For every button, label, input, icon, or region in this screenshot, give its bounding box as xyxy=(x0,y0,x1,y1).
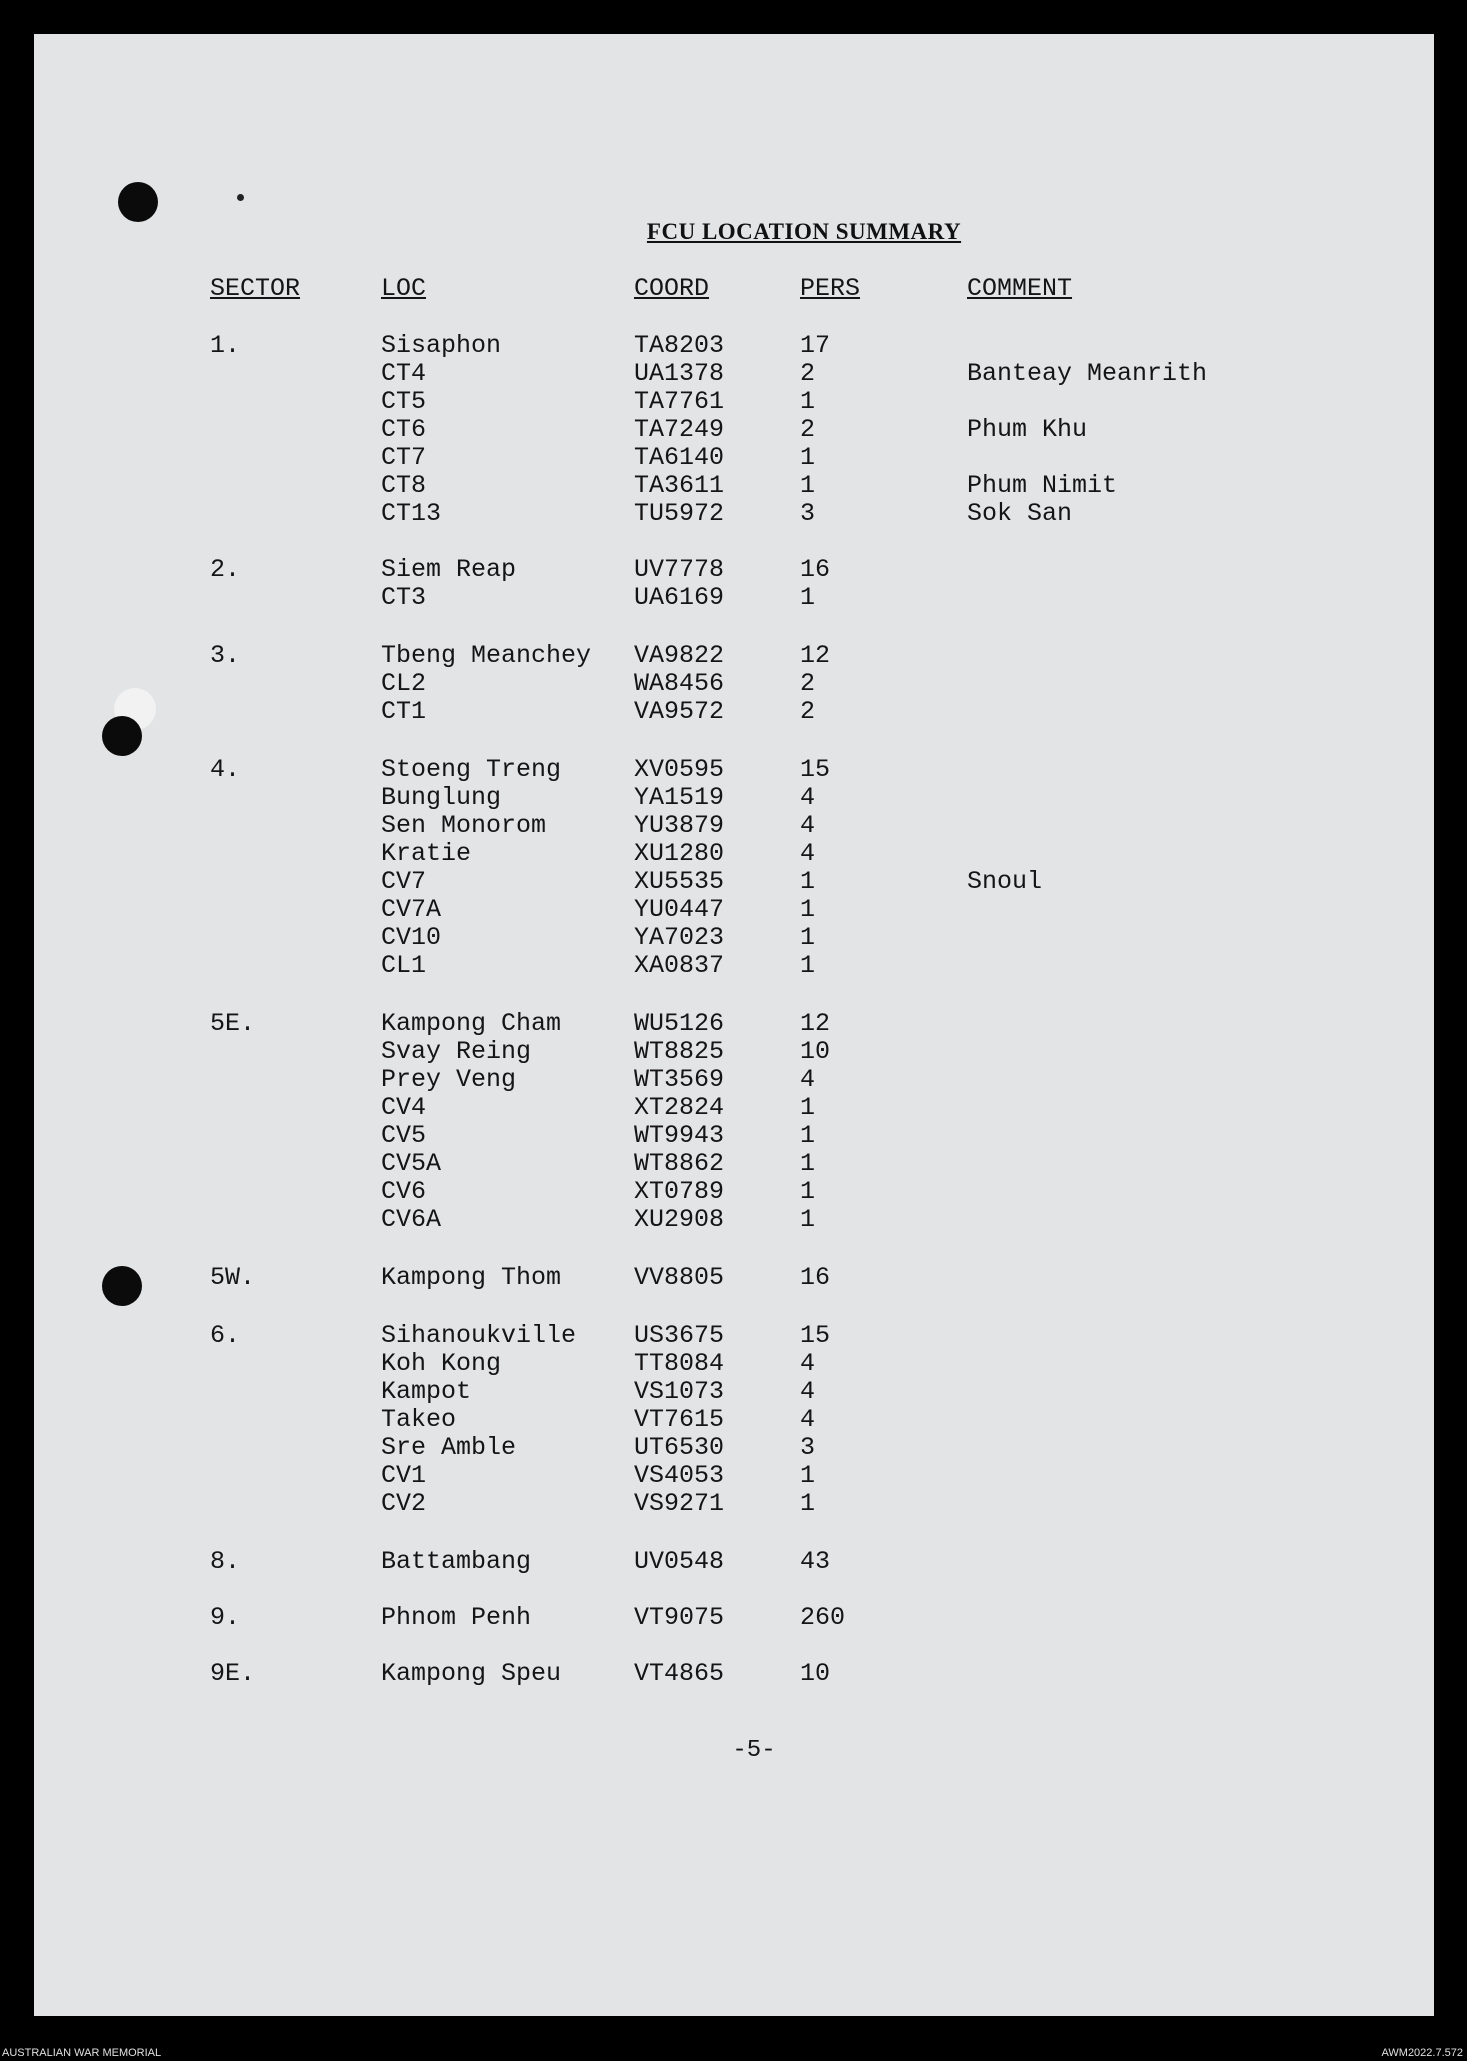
table-row xyxy=(34,783,1434,811)
cell-coord: VT7615 xyxy=(634,1405,725,1434)
cell-pers: 4 xyxy=(800,1349,816,1378)
cell-coord: VV8805 xyxy=(634,1263,725,1292)
cell-loc: Bunglung xyxy=(381,783,502,812)
cell-loc: Takeo xyxy=(381,1405,457,1434)
cell-coord: UA6169 xyxy=(634,583,725,612)
cell-sector: 5W. xyxy=(210,1263,256,1292)
cell-loc: CL2 xyxy=(381,669,427,698)
cell-coord: TA8203 xyxy=(634,331,725,360)
table-row xyxy=(34,331,1434,359)
cell-pers: 1 xyxy=(800,951,816,980)
header-coord: COORD xyxy=(634,274,710,303)
cell-coord: VA9572 xyxy=(634,697,725,726)
cell-coord: WT9943 xyxy=(634,1121,725,1150)
table-row xyxy=(34,1659,1434,1687)
cell-pers: 1 xyxy=(800,1177,816,1206)
ink-speck xyxy=(237,194,244,201)
cell-sector: 5E. xyxy=(210,1009,256,1038)
cell-sector: 9E. xyxy=(210,1659,256,1688)
cell-pers: 4 xyxy=(800,1377,816,1406)
cell-pers: 4 xyxy=(800,1405,816,1434)
cell-coord: VA9822 xyxy=(634,641,725,670)
cell-loc: Kampong Thom xyxy=(381,1263,562,1292)
cell-loc: CV4 xyxy=(381,1093,427,1122)
cell-loc: Kratie xyxy=(381,839,472,868)
cell-sector: 8. xyxy=(210,1547,241,1576)
table-row xyxy=(34,443,1434,471)
cell-sector: 4. xyxy=(210,755,241,784)
table-row xyxy=(34,1547,1434,1575)
cell-coord: WT8862 xyxy=(634,1149,725,1178)
cell-pers: 2 xyxy=(800,697,816,726)
page-number: -5- xyxy=(732,1737,776,1764)
cell-loc: Phnom Penh xyxy=(381,1603,532,1632)
table-row xyxy=(34,499,1434,527)
table-row xyxy=(34,1377,1434,1405)
cell-loc: Svay Reing xyxy=(381,1037,532,1066)
table-row xyxy=(34,669,1434,697)
cell-coord: XV0595 xyxy=(634,755,725,784)
cell-pers: 12 xyxy=(800,1009,831,1038)
cell-loc: CT3 xyxy=(381,583,427,612)
table-row xyxy=(34,1405,1434,1433)
cell-loc: CT5 xyxy=(381,387,427,416)
cell-loc: CT6 xyxy=(381,415,427,444)
cell-coord: YA7023 xyxy=(634,923,725,952)
table-row xyxy=(34,951,1434,979)
table-row xyxy=(34,755,1434,783)
cell-loc: CV1 xyxy=(381,1461,427,1490)
cell-loc: Kampong Speu xyxy=(381,1659,562,1688)
table-row xyxy=(34,1121,1434,1149)
cell-pers: 1 xyxy=(800,867,816,896)
cell-pers: 1 xyxy=(800,443,816,472)
table-row xyxy=(34,555,1434,583)
table-row xyxy=(34,697,1434,725)
cell-pers: 1 xyxy=(800,923,816,952)
cell-loc: CV6 xyxy=(381,1177,427,1206)
table-row xyxy=(34,1205,1434,1233)
document-page xyxy=(34,34,1434,2016)
cell-pers: 260 xyxy=(800,1603,846,1632)
cell-coord: WA8456 xyxy=(634,669,725,698)
cell-pers: 10 xyxy=(800,1659,831,1688)
cell-loc: Tbeng Meanchey xyxy=(381,641,592,670)
cell-loc: CV5 xyxy=(381,1121,427,1150)
cell-coord: VS1073 xyxy=(634,1377,725,1406)
cell-sector: 3. xyxy=(210,641,241,670)
cell-pers: 15 xyxy=(800,755,831,784)
cell-coord: TA3611 xyxy=(634,471,725,500)
table-row xyxy=(34,1149,1434,1177)
cell-loc: CV2 xyxy=(381,1489,427,1518)
cell-loc: Siem Reap xyxy=(381,555,517,584)
header-sector: SECTOR xyxy=(210,274,301,303)
table-row xyxy=(34,811,1434,839)
cell-coord: WT3569 xyxy=(634,1065,725,1094)
cell-pers: 2 xyxy=(800,359,816,388)
cell-pers: 1 xyxy=(800,1121,816,1150)
cell-loc: CV5A xyxy=(381,1149,442,1178)
cell-coord: TT8084 xyxy=(634,1349,725,1378)
cell-coord: XT2824 xyxy=(634,1093,725,1122)
cell-loc: CV10 xyxy=(381,923,442,952)
table-row xyxy=(34,1065,1434,1093)
footer-institution: AUSTRALIAN WAR MEMORIAL xyxy=(2,2047,162,2059)
cell-loc: Sen Monorom xyxy=(381,811,547,840)
cell-comment: Phum Khu xyxy=(967,415,1088,444)
cell-pers: 1 xyxy=(800,387,816,416)
cell-pers: 16 xyxy=(800,1263,831,1292)
cell-coord: XU2908 xyxy=(634,1205,725,1234)
cell-loc: Battambang xyxy=(381,1547,532,1576)
cell-coord: TA6140 xyxy=(634,443,725,472)
cell-coord: UV7778 xyxy=(634,555,725,584)
table-row xyxy=(34,415,1434,443)
cell-sector: 2. xyxy=(210,555,241,584)
table-row xyxy=(34,1433,1434,1461)
cell-coord: YU3879 xyxy=(634,811,725,840)
cell-loc: CT7 xyxy=(381,443,427,472)
cell-pers: 4 xyxy=(800,783,816,812)
cell-coord: YA1519 xyxy=(634,783,725,812)
cell-pers: 4 xyxy=(800,811,816,840)
table-row xyxy=(34,387,1434,415)
cell-loc: Kampot xyxy=(381,1377,472,1406)
cell-coord: UT6530 xyxy=(634,1433,725,1462)
cell-coord: VS9271 xyxy=(634,1489,725,1518)
cell-pers: 10 xyxy=(800,1037,831,1066)
table-row xyxy=(34,1321,1434,1349)
cell-loc: CT4 xyxy=(381,359,427,388)
cell-loc: Stoeng Treng xyxy=(381,755,562,784)
table-row xyxy=(34,1009,1434,1037)
cell-pers: 1 xyxy=(800,1489,816,1518)
cell-coord: XT0789 xyxy=(634,1177,725,1206)
table-row xyxy=(34,1037,1434,1065)
cell-pers: 1 xyxy=(800,471,816,500)
table-row xyxy=(34,839,1434,867)
cell-coord: VT4865 xyxy=(634,1659,725,1688)
cell-comment: Sok San xyxy=(967,499,1073,528)
table-row xyxy=(34,1177,1434,1205)
table-row xyxy=(34,923,1434,951)
cell-coord: US3675 xyxy=(634,1321,725,1350)
cell-pers: 1 xyxy=(800,895,816,924)
table-row xyxy=(34,1093,1434,1121)
cell-pers: 3 xyxy=(800,499,816,528)
cell-pers: 1 xyxy=(800,583,816,612)
cell-pers: 17 xyxy=(800,331,831,360)
cell-loc: CV7A xyxy=(381,895,442,924)
cell-loc: CV6A xyxy=(381,1205,442,1234)
cell-coord: UA1378 xyxy=(634,359,725,388)
cell-coord: WU5126 xyxy=(634,1009,725,1038)
punch-hole xyxy=(118,182,158,222)
cell-loc: Sisaphon xyxy=(381,331,502,360)
cell-loc: CV7 xyxy=(381,867,427,896)
cell-coord: XU5535 xyxy=(634,867,725,896)
table-row xyxy=(34,1263,1434,1291)
cell-loc: Koh Kong xyxy=(381,1349,502,1378)
cell-coord: XU1280 xyxy=(634,839,725,868)
cell-pers: 1 xyxy=(800,1093,816,1122)
header-loc: LOC xyxy=(381,274,427,303)
cell-sector: 9. xyxy=(210,1603,241,1632)
header-comment: COMMENT xyxy=(967,274,1073,303)
cell-loc: CT13 xyxy=(381,499,442,528)
document-title: FCU LOCATION SUMMARY xyxy=(646,219,962,244)
table-row xyxy=(34,583,1434,611)
cell-pers: 12 xyxy=(800,641,831,670)
cell-pers: 1 xyxy=(800,1149,816,1178)
cell-pers: 4 xyxy=(800,839,816,868)
cell-pers: 15 xyxy=(800,1321,831,1350)
cell-pers: 1 xyxy=(800,1461,816,1490)
table-row xyxy=(34,359,1434,387)
cell-sector: 1. xyxy=(210,331,241,360)
cell-loc: CT1 xyxy=(381,697,427,726)
cell-coord: TU5972 xyxy=(634,499,725,528)
cell-pers: 2 xyxy=(800,669,816,698)
cell-pers: 1 xyxy=(800,1205,816,1234)
header-pers: PERS xyxy=(800,274,861,303)
cell-comment: Snoul xyxy=(967,867,1043,896)
table-row xyxy=(34,471,1434,499)
cell-loc: CL1 xyxy=(381,951,427,980)
cell-coord: WT8825 xyxy=(634,1037,725,1066)
footer-reference: AWM2022.7.572 xyxy=(1381,2047,1463,2059)
cell-pers: 43 xyxy=(800,1547,831,1576)
column-headers xyxy=(34,274,1434,302)
cell-coord: TA7249 xyxy=(634,415,725,444)
cell-pers: 16 xyxy=(800,555,831,584)
cell-comment: Phum Nimit xyxy=(967,471,1118,500)
cell-coord: VS4053 xyxy=(634,1461,725,1490)
table-row xyxy=(34,1349,1434,1377)
cell-pers: 3 xyxy=(800,1433,816,1462)
cell-loc: Sihanoukville xyxy=(381,1321,577,1350)
cell-comment: Banteay Meanrith xyxy=(967,359,1208,388)
table-row xyxy=(34,1489,1434,1517)
cell-sector: 6. xyxy=(210,1321,241,1350)
cell-loc: CT8 xyxy=(381,471,427,500)
cell-loc: Sre Amble xyxy=(381,1433,517,1462)
cell-coord: YU0447 xyxy=(634,895,725,924)
cell-loc: Prey Veng xyxy=(381,1065,517,1094)
table-row xyxy=(34,895,1434,923)
cell-coord: XA0837 xyxy=(634,951,725,980)
cell-loc: Kampong Cham xyxy=(381,1009,562,1038)
cell-coord: UV0548 xyxy=(634,1547,725,1576)
cell-coord: VT9075 xyxy=(634,1603,725,1632)
table-row xyxy=(34,1603,1434,1631)
table-row xyxy=(34,641,1434,669)
table-row xyxy=(34,1461,1434,1489)
table-row xyxy=(34,867,1434,895)
cell-pers: 4 xyxy=(800,1065,816,1094)
cell-coord: TA7761 xyxy=(634,387,725,416)
cell-pers: 2 xyxy=(800,415,816,444)
